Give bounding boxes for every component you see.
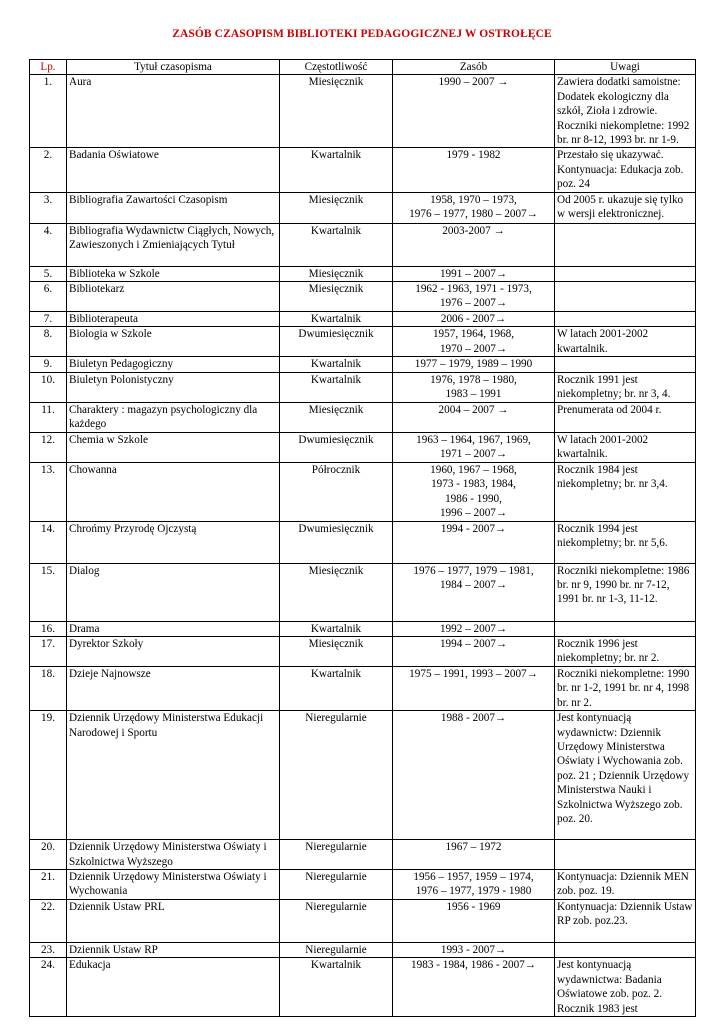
- cell-frequency: Nieregularnie: [280, 942, 393, 957]
- cell-lp: 24.: [30, 958, 67, 1017]
- cell-notes: Prenumerata od 2004 r.: [555, 402, 696, 432]
- holdings-line: 1992 – 2007→: [439, 622, 508, 635]
- cell-lp: 19.: [30, 711, 67, 840]
- cell-title: Bibliografia Zawartości Czasopism: [67, 192, 280, 223]
- table-row: [30, 223, 696, 266]
- cell-title: Biologia w Szkole: [67, 327, 280, 357]
- cell-lp: 1.: [30, 75, 67, 148]
- cell-notes: W latach 2001-2002 kwartalnik.: [555, 432, 696, 462]
- holdings-line: 1996 – 2007→: [439, 507, 508, 520]
- holdings-line: 2006 - 2007→: [440, 313, 507, 326]
- cell-notes: [555, 266, 696, 281]
- holdings-line: 1976, 1978 – 1980,: [430, 373, 517, 386]
- cell-frequency: Kwartalnik: [280, 148, 393, 192]
- holdings-line: 1962 - 1963, 1971 - 1973,: [415, 283, 532, 296]
- cell-title: Dziennik Ustaw PRL: [67, 899, 280, 942]
- table-row: [30, 899, 696, 942]
- cell-frequency: Miesięcznik: [280, 192, 393, 223]
- cell-lp: 17.: [30, 636, 67, 666]
- cell-title: Edukacja: [67, 958, 280, 1017]
- holdings-line: 1988 - 2007→: [440, 712, 507, 725]
- cell-lp: 21.: [30, 869, 67, 899]
- cell-holdings: [393, 666, 555, 710]
- cell-holdings: [393, 75, 555, 148]
- cell-holdings: [393, 402, 555, 432]
- holdings-line: 1983 – 1991: [445, 388, 502, 401]
- cell-frequency: Miesięcznik: [280, 402, 393, 432]
- cell-title: Chemia w Szkole: [67, 432, 280, 462]
- cell-title: Chrońmy Przyrodę Ojczystą: [67, 521, 280, 563]
- cell-holdings: [393, 432, 555, 462]
- holdings-line: 1967 – 1972: [445, 841, 502, 854]
- header-lp: Lp.: [30, 60, 67, 75]
- cell-notes: [555, 312, 696, 327]
- cell-notes: Rocznik 1996 jest niekompletny; br. nr 2.: [555, 636, 696, 666]
- cell-holdings: [393, 621, 555, 636]
- cell-title: Biuletyn Pedagogiczny: [67, 357, 280, 372]
- cell-lp: 22.: [30, 899, 67, 942]
- holdings-line: 1976 – 2007→: [439, 297, 508, 310]
- table-row: [30, 402, 696, 432]
- cell-frequency: Kwartalnik: [280, 357, 393, 372]
- cell-title: Aura: [67, 75, 280, 148]
- cell-holdings: [393, 462, 555, 521]
- cell-frequency: Kwartalnik: [280, 223, 393, 266]
- holdings-line: 1993 - 2007→: [440, 943, 507, 956]
- cell-holdings: [393, 372, 555, 402]
- table-row: [30, 75, 696, 148]
- holdings-line: 1977 – 1979, 1989 – 1990: [414, 358, 533, 371]
- cell-frequency: Miesięcznik: [280, 636, 393, 666]
- table-row: [30, 357, 696, 372]
- cell-frequency: Kwartalnik: [280, 958, 393, 1017]
- table-row: [30, 432, 696, 462]
- cell-notes: Zawiera dodatki samoistne: Dodatek ekologiczny dla szkół, Zioła i zdrowie. Roczniki niekompletne: 1992 br. nr 8-12, 1993 br. nr 1-9.: [555, 75, 696, 148]
- page-title: ZASÓB CZASOPISM BIBLIOTEKI PEDAGOGICZNEJ W OSTROŁĘCE: [172, 28, 552, 40]
- table-row: [30, 312, 696, 327]
- table-header-row: [30, 60, 696, 75]
- table-row: [30, 958, 696, 1017]
- cell-frequency: Nieregularnie: [280, 899, 393, 942]
- cell-notes: [555, 223, 696, 266]
- holdings-line: 1976 – 1977, 1979 - 1980: [415, 885, 532, 898]
- cell-holdings: [393, 942, 555, 957]
- cell-frequency: Kwartalnik: [280, 666, 393, 710]
- cell-holdings: [393, 521, 555, 563]
- cell-frequency: Półrocznik: [280, 462, 393, 521]
- holdings-line: 1975 – 1991, 1993 – 2007→: [409, 667, 538, 680]
- cell-title: Chowanna: [67, 462, 280, 521]
- table-row: [30, 942, 696, 957]
- cell-title: Drama: [67, 621, 280, 636]
- header-title: Tytuł czasopisma: [67, 60, 280, 75]
- holdings-line: 2003-2007 →: [442, 224, 505, 237]
- holdings-line: 1957, 1964, 1968,: [432, 328, 515, 341]
- header-holdings: Zasób: [393, 60, 555, 75]
- cell-notes: Jest kontynuacją wydawnictwa: Badania Oświatowe zob. poz. 2. Rocznik 1983 jest: [555, 958, 696, 1017]
- cell-frequency: Nieregularnie: [280, 711, 393, 840]
- cell-frequency: Dwumiesięcznik: [280, 327, 393, 357]
- cell-frequency: Kwartalnik: [280, 372, 393, 402]
- holdings-line: 1979 - 1982: [446, 149, 501, 162]
- cell-lp: 14.: [30, 521, 67, 563]
- cell-notes: Rocznik 1991 jest niekompletny; br. nr 3, 4.: [555, 372, 696, 402]
- table-row: [30, 282, 696, 312]
- holdings-line: 1956 – 1957, 1959 – 1974,: [413, 870, 534, 883]
- cell-frequency: Nieregularnie: [280, 840, 393, 870]
- cell-holdings: [393, 282, 555, 312]
- header-notes: Uwagi: [555, 60, 696, 75]
- cell-lp: 2.: [30, 148, 67, 192]
- cell-title: Dziennik Urzędowy Ministerstwa Edukacji Narodowej i Sportu: [67, 711, 280, 840]
- table-row: [30, 192, 696, 223]
- cell-notes: Przestało się ukazywać. Kontynuacja: Edukacja zob. poz. 24: [555, 148, 696, 192]
- holdings-line: 1956 - 1969: [446, 900, 501, 913]
- cell-lp: 4.: [30, 223, 67, 266]
- table-row: [30, 372, 696, 402]
- cell-notes: Jest kontynuacją wydawnictw: Dziennik Urzędowy Ministerstwa Oświaty i Wychowania zob. poz. 21 ; Dziennik Urzędowy Ministerstwa Nauki i Szkolnictwa Wyższego zob. poz. 20.: [555, 711, 696, 840]
- header-frequency: Częstotliwość: [280, 60, 393, 75]
- holdings-line: 1976 – 1977, 1979 – 1981,: [413, 564, 534, 577]
- cell-title: Badania Oświatowe: [67, 148, 280, 192]
- cell-notes: [555, 282, 696, 312]
- table-row: [30, 462, 696, 521]
- holdings-line: 1973 - 1983, 1984,: [431, 478, 516, 491]
- cell-lp: 18.: [30, 666, 67, 710]
- table-row: [30, 636, 696, 666]
- cell-holdings: [393, 148, 555, 192]
- holdings-line: 1976 – 1977, 1980 – 2007→: [409, 208, 538, 221]
- cell-notes: Kontynuacja: Dziennik Ustaw RP zob. poz.23.: [555, 899, 696, 942]
- table-row: [30, 563, 696, 621]
- cell-title: Dyrektor Szkoły: [67, 636, 280, 666]
- cell-frequency: Miesięcznik: [280, 563, 393, 621]
- cell-notes: Kontynuacja: Dziennik MEN zob. poz. 19.: [555, 869, 696, 899]
- table-row: [30, 869, 696, 899]
- cell-title: Biblioteka w Szkole: [67, 266, 280, 281]
- cell-lp: 10.: [30, 372, 67, 402]
- cell-holdings: [393, 869, 555, 899]
- cell-lp: 15.: [30, 563, 67, 621]
- cell-frequency: Kwartalnik: [280, 621, 393, 636]
- holdings-line: 1994 - 2007→: [440, 522, 507, 535]
- cell-title: Bibliotekarz: [67, 282, 280, 312]
- cell-lp: 9.: [30, 357, 67, 372]
- cell-holdings: [393, 312, 555, 327]
- holdings-line: 1991 – 2007→: [439, 267, 508, 280]
- cell-title: Biuletyn Polonistyczny: [67, 372, 280, 402]
- holdings-line: 2004 – 2007 →: [438, 403, 509, 416]
- cell-lp: 8.: [30, 327, 67, 357]
- cell-title: Dziennik Ustaw RP: [67, 942, 280, 957]
- cell-notes: [555, 840, 696, 870]
- cell-holdings: [393, 636, 555, 666]
- holdings-line: 1990 – 2007 →: [438, 76, 509, 89]
- table-row: [30, 266, 696, 281]
- cell-notes: [555, 621, 696, 636]
- holdings-line: 1971 – 2007→: [439, 448, 508, 461]
- table-row: [30, 327, 696, 357]
- periodicals-table: [29, 59, 696, 1017]
- cell-lp: 11.: [30, 402, 67, 432]
- cell-holdings: [393, 357, 555, 372]
- cell-frequency: Miesięcznik: [280, 75, 393, 148]
- cell-holdings: [393, 223, 555, 266]
- cell-frequency: Dwumiesięcznik: [280, 432, 393, 462]
- table-row: [30, 521, 696, 563]
- cell-holdings: [393, 327, 555, 357]
- holdings-line: 1970 – 2007→: [439, 342, 508, 355]
- cell-lp: 3.: [30, 192, 67, 223]
- cell-holdings: [393, 899, 555, 942]
- cell-holdings: [393, 192, 555, 223]
- cell-title: Charaktery : magazyn psychologiczny dla każdego: [67, 402, 280, 432]
- table-row: [30, 148, 696, 192]
- table-row: [30, 711, 696, 840]
- cell-title: Dialog: [67, 563, 280, 621]
- cell-holdings: [393, 711, 555, 840]
- cell-title: Dziennik Urzędowy Ministerstwa Oświaty i Szkolnictwa Wyższego: [67, 840, 280, 870]
- cell-frequency: Kwartalnik: [280, 312, 393, 327]
- cell-title: Bibliografia Wydawnictw Ciągłych, Nowych, Zawieszonych i Zmieniających Tytuł: [67, 223, 280, 266]
- cell-notes: Rocznik 1984 jest niekompletny; br. nr 3,4.: [555, 462, 696, 521]
- table-row: [30, 621, 696, 636]
- cell-lp: 16.: [30, 621, 67, 636]
- cell-holdings: [393, 266, 555, 281]
- table-row: [30, 666, 696, 710]
- cell-frequency: Miesięcznik: [280, 282, 393, 312]
- holdings-line: 1963 – 1964, 1967, 1969,: [416, 433, 531, 446]
- holdings-line: 1958, 1970 – 1973,: [430, 193, 517, 206]
- cell-holdings: [393, 840, 555, 870]
- cell-lp: 7.: [30, 312, 67, 327]
- cell-notes: Roczniki niekompletne: 1986 br. nr 9, 1990 br. nr 7-12, 1991 br. nr 1-3, 11-12.: [555, 563, 696, 621]
- holdings-line: 1986 - 1990,: [445, 492, 502, 505]
- holdings-line: 1960, 1967 – 1968,: [430, 463, 517, 476]
- cell-title: Biblioterapeuta: [67, 312, 280, 327]
- cell-title: Dzieje Najnowsze: [67, 666, 280, 710]
- cell-lp: 12.: [30, 432, 67, 462]
- cell-lp: 13.: [30, 462, 67, 521]
- cell-notes: W latach 2001-2002 kwartalnik.: [555, 327, 696, 357]
- cell-title: Dziennik Urzędowy Ministerstwa Oświaty i Wychowania: [67, 869, 280, 899]
- cell-holdings: [393, 563, 555, 621]
- cell-notes: Rocznik 1994 jest niekompletny; br. nr 5,6.: [555, 521, 696, 563]
- cell-lp: 6.: [30, 282, 67, 312]
- holdings-line: 1984 – 2007→: [439, 578, 508, 591]
- cell-lp: 20.: [30, 840, 67, 870]
- cell-notes: Roczniki niekompletne: 1990 br. nr 1-2, 1991 br. nr 4, 1998 br. nr 2.: [555, 666, 696, 710]
- cell-holdings: [393, 958, 555, 1017]
- table-row: [30, 840, 696, 870]
- cell-frequency: Dwumiesięcznik: [280, 521, 393, 563]
- cell-lp: 5.: [30, 266, 67, 281]
- cell-notes: [555, 357, 696, 372]
- holdings-line: 1983 - 1984, 1986 - 2007→: [411, 959, 536, 972]
- holdings-line: 1994 – 2007→: [439, 637, 508, 650]
- cell-frequency: Nieregularnie: [280, 869, 393, 899]
- cell-notes: [555, 942, 696, 957]
- cell-notes: Od 2005 r. ukazuje się tylko w wersji elektronicznej.: [555, 192, 696, 223]
- cell-frequency: Miesięcznik: [280, 266, 393, 281]
- cell-lp: 23.: [30, 942, 67, 957]
